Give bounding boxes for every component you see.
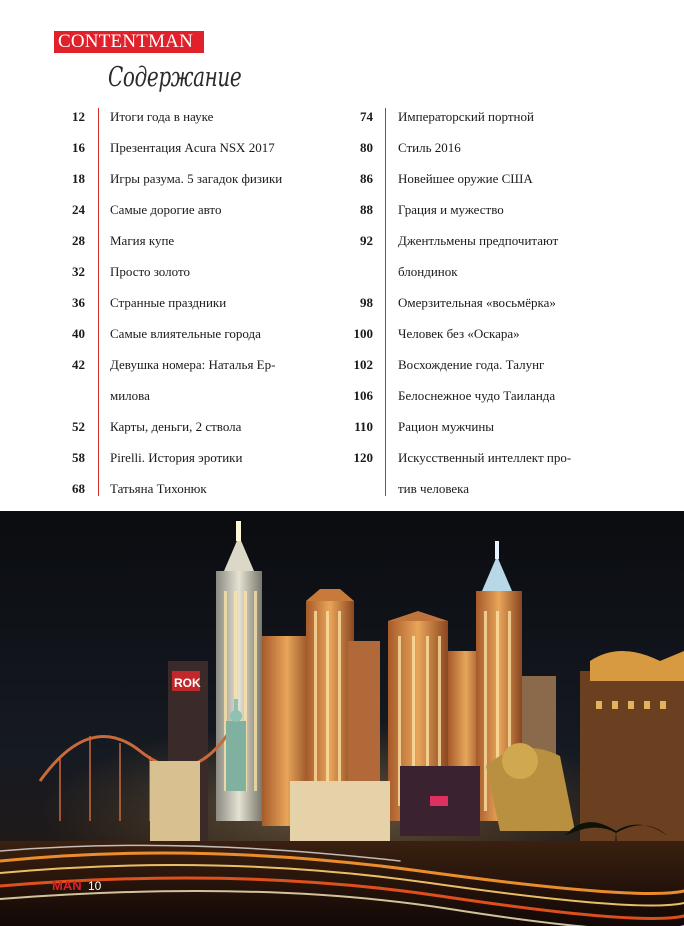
- toc-page-number: 36: [72, 295, 85, 310]
- footer-page-number: 10: [88, 879, 102, 893]
- toc-page-number: 24: [72, 202, 85, 217]
- toc-title: Джентльмены предпочитают: [398, 233, 559, 248]
- toc-title: Просто золото: [110, 264, 190, 279]
- toc-page-number: 102: [353, 357, 373, 372]
- toc-page-number: 28: [72, 233, 85, 248]
- section-badge: [54, 31, 204, 53]
- section-suffix: MAN: [148, 31, 193, 52]
- toc-page-number: 98: [360, 295, 373, 310]
- toc-page-number: 32: [72, 264, 85, 279]
- toc-page-number: 92: [360, 233, 373, 248]
- toc-title: Девушка номера: Наталья Ер-: [110, 357, 276, 372]
- toc-page-number: 42: [72, 357, 85, 372]
- toc-title: Презентация Acura NSX 2017: [110, 140, 275, 155]
- toc-right-column: [0, 101, 684, 497]
- toc-page-number: 120: [353, 450, 373, 465]
- toc-page-number: 18: [72, 171, 85, 186]
- toc-title: Игры разума. 5 загадок физики: [110, 171, 283, 186]
- toc-title-continuation: тив человека: [398, 481, 470, 496]
- toc-title: Татьяна Тихонюк: [110, 481, 207, 496]
- toc-title: Рацион мужчины: [398, 419, 495, 434]
- toc-page-number: 100: [353, 326, 373, 341]
- toc-title: Самые дорогие авто: [110, 202, 222, 217]
- toc-title: Карты, деньги, 2 ствола: [110, 419, 242, 434]
- toc-page-number: 74: [360, 109, 373, 124]
- toc-title: Омерзительная «восьмёрка»: [398, 295, 556, 310]
- toc-title: Самые влиятельные города: [110, 326, 261, 341]
- toc-title: Императорский портной: [398, 109, 534, 124]
- hotel-sign-text: ROK: [174, 676, 201, 690]
- toc-page-number: 40: [72, 326, 85, 341]
- toc-title: Новейшее оружие США: [398, 171, 533, 186]
- toc-page-number: 86: [360, 171, 373, 186]
- toc-title: Pirelli. История эротики: [110, 450, 243, 465]
- toc-page-number: 68: [72, 481, 85, 496]
- footer-brand: MAN: [52, 878, 82, 893]
- toc-title-continuation: блондинок: [398, 264, 458, 279]
- toc-title: Странные праздники: [110, 295, 227, 310]
- toc-title: Восхождение года. Талунг: [398, 357, 545, 372]
- page-title: Содержание: [108, 62, 242, 93]
- toc-page-number: 88: [360, 202, 373, 217]
- section-prefix: CONTENT: [58, 31, 149, 52]
- toc-title: Итоги года в науке: [110, 109, 214, 124]
- toc-page-number: 16: [72, 140, 85, 155]
- toc-title-continuation: милова: [110, 388, 150, 403]
- toc-title: Белоснежное чудо Таиланда: [398, 388, 556, 403]
- toc-page-number: 106: [353, 388, 373, 403]
- city-night-photo: [0, 511, 684, 926]
- toc-title: Искусственный интеллект про-: [398, 450, 572, 465]
- toc-page-number: 12: [72, 109, 85, 124]
- toc-title: Стиль 2016: [398, 140, 461, 155]
- toc-page-number: 58: [72, 450, 85, 465]
- toc-page-number: 52: [72, 419, 85, 434]
- toc-title: Грация и мужество: [398, 202, 504, 217]
- toc-page-number: 80: [360, 140, 373, 155]
- toc-page-number: 110: [354, 419, 373, 434]
- toc-title: Магия купе: [110, 233, 175, 248]
- toc-title: Человек без «Оскара»: [398, 326, 520, 341]
